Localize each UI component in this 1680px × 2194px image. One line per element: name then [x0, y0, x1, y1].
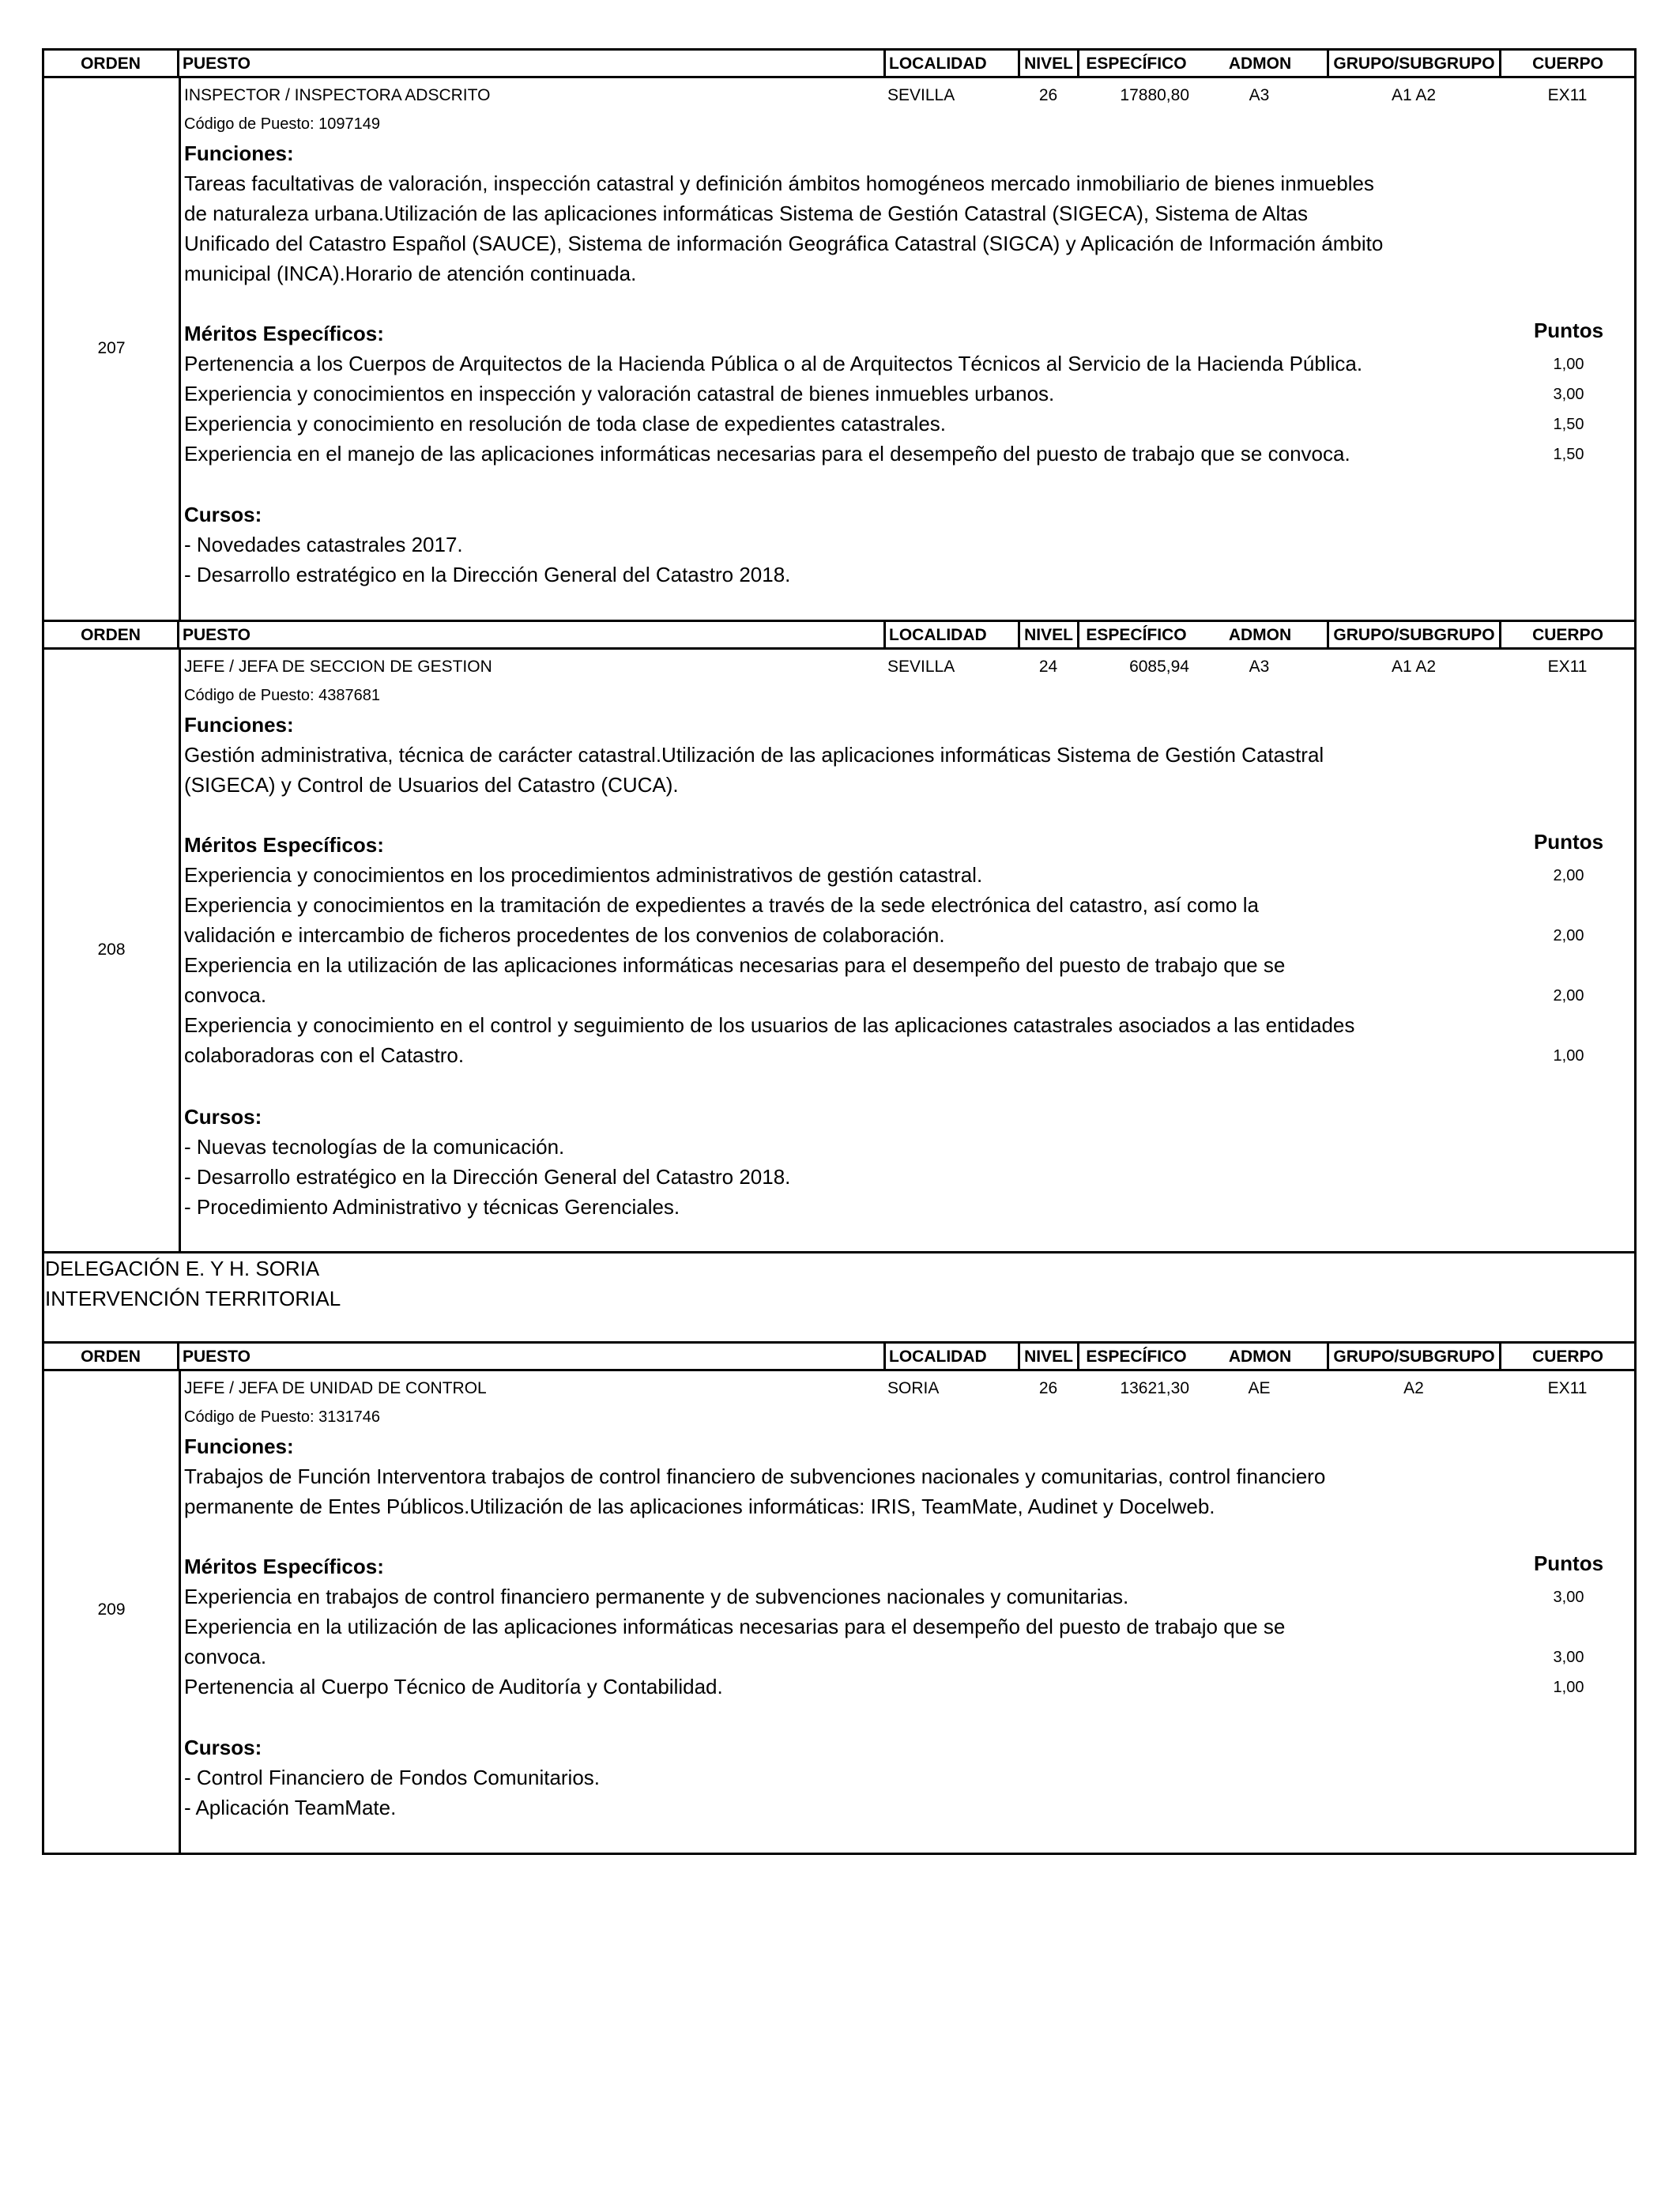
merito-puntos: 1,50: [1553, 446, 1584, 463]
header-especifico: ESPECÍFICO: [1077, 622, 1193, 647]
orden-value: 207: [97, 339, 126, 357]
header-admon: ADMON: [1228, 1348, 1292, 1366]
localidad-value: SEVILLA: [887, 86, 955, 104]
cuerpo-value: EX11: [1547, 86, 1588, 104]
entry-208: [42, 650, 1637, 1253]
merito-line: convoca.: [184, 983, 267, 1007]
delegacion-title: DELEGACIÓN E. Y H. SORIA: [45, 1257, 320, 1280]
merito-puntos: 2,00: [1553, 927, 1584, 944]
cuerpo-value: EX11: [1547, 1379, 1588, 1397]
funciones-line: Trabajos de Función Interventora trabajos de control financiero de subvenciones nacionales y comunitarias, control financiero: [184, 1465, 1326, 1488]
header-puesto: PUESTO: [177, 51, 883, 76]
merito-puntos: 2,00: [1553, 987, 1584, 1005]
puntos-label: Puntos: [1533, 319, 1604, 342]
header-puesto: PUESTO: [177, 1344, 883, 1369]
header-nivel: NIVEL: [1018, 1344, 1077, 1369]
merito-puntos: 2,00: [1553, 867, 1584, 884]
header-admon: ADMON: [1228, 626, 1292, 644]
especifico-value: 6085,94: [1129, 658, 1189, 676]
merito-puntos: 3,00: [1553, 386, 1584, 403]
funciones-line: de naturaleza urbana.Utilización de las aplicaciones informáticas Sistema de Gestión Catastral (SIGECA), Sistema de Altas: [184, 202, 1309, 225]
header-orden: ORDEN: [81, 55, 141, 73]
merito-puntos: 1,00: [1553, 1679, 1584, 1696]
entry-209: [42, 1371, 1637, 1855]
puntos-label: Puntos: [1533, 830, 1604, 854]
left-border: [42, 1251, 44, 1344]
admon-value: AE: [1248, 1379, 1271, 1397]
merito-puntos: 1,00: [1553, 356, 1584, 373]
table-header-row: [42, 620, 1637, 650]
header-cuerpo: CUERPO: [1499, 51, 1634, 76]
grupo-value: A1 A2: [1391, 86, 1437, 104]
column-divider: [179, 1371, 181, 1853]
column-divider: [179, 650, 181, 1253]
meritos-label: Méritos Específicos:: [184, 1555, 384, 1578]
header-especifico: ESPECÍFICO: [1077, 1344, 1193, 1369]
merito-puntos: 3,00: [1553, 1649, 1584, 1666]
merito-line: Experiencia en la utilización de las aplicaciones informáticas necesarias para el desempeño del puesto de trabajo que se: [184, 1615, 1286, 1638]
header-localidad: LOCALIDAD: [883, 622, 1018, 647]
header-cuerpo: CUERPO: [1499, 1344, 1634, 1369]
localidad-value: SORIA: [887, 1379, 940, 1397]
column-divider: [179, 78, 181, 621]
orden-value: 209: [97, 1600, 126, 1619]
admon-value: A3: [1249, 658, 1270, 676]
codigo-puesto: Código de Puesto: 3131746: [184, 1408, 380, 1426]
especifico-value: 17880,80: [1120, 86, 1189, 104]
admon-value: A3: [1249, 86, 1270, 104]
curso-line: - Desarrollo estratégico en la Dirección General del Catastro 2018.: [184, 563, 791, 586]
header-admon: ADMON: [1228, 55, 1292, 73]
cursos-label: Cursos:: [184, 503, 262, 526]
curso-line: - Novedades catastrales 2017.: [184, 533, 463, 556]
merito-line: convoca.: [184, 1645, 267, 1668]
funciones-label: Funciones:: [184, 1434, 294, 1458]
header-grupo: GRUPO/SUBGRUPO: [1327, 1344, 1499, 1369]
meritos-label: Méritos Específicos:: [184, 322, 384, 345]
merito-line: Experiencia y conocimientos en inspección y valoración catastral de bienes inmuebles urbanos.: [184, 382, 1055, 405]
puesto-title: JEFE / JEFA DE UNIDAD DE CONTROL: [184, 1379, 487, 1397]
cuerpo-value: EX11: [1547, 658, 1588, 676]
merito-line: colaboradoras con el Catastro.: [184, 1043, 465, 1067]
curso-line: - Nuevas tecnologías de la comunicación.: [184, 1135, 565, 1159]
orden-value: 208: [97, 941, 126, 959]
header-grupo: GRUPO/SUBGRUPO: [1327, 622, 1499, 647]
merito-line: validación e intercambio de ficheros procedentes de los convenios de colaboración.: [184, 923, 945, 947]
entry-207: [42, 78, 1637, 621]
merito-line: Experiencia en la utilización de las aplicaciones informáticas necesarias para el desempeño del puesto de trabajo que se: [184, 953, 1286, 977]
merito-puntos: 1,00: [1553, 1047, 1584, 1065]
funciones-line: (SIGECA) y Control de Usuarios del Catastro (CUCA).: [184, 773, 679, 797]
codigo-puesto: Código de Puesto: 1097149: [184, 115, 380, 133]
curso-line: - Control Financiero de Fondos Comunitarios.: [184, 1766, 601, 1789]
nivel-value: 26: [1038, 1379, 1058, 1397]
header-especifico: ESPECÍFICO: [1077, 51, 1193, 76]
funciones-label: Funciones:: [184, 713, 294, 737]
merito-puntos: 3,00: [1553, 1589, 1584, 1606]
merito-line: Experiencia y conocimiento en resolución de toda clase de expedientes catastrales.: [184, 412, 947, 435]
curso-line: - Aplicación TeamMate.: [184, 1796, 397, 1819]
header-puesto: PUESTO: [177, 622, 883, 647]
right-border: [1634, 1251, 1637, 1344]
header-cuerpo: CUERPO: [1499, 622, 1634, 647]
header-localidad: LOCALIDAD: [883, 51, 1018, 76]
merito-line: Experiencia y conocimiento en el control y seguimiento de los usuarios de las aplicaciones catastrales asociados a las entidades: [184, 1013, 1355, 1037]
funciones-line: Tareas facultativas de valoración, inspección catastral y definición ámbitos homogéneos mercado inmobiliario de bienes inmuebles: [184, 172, 1374, 195]
funciones-line: permanente de Entes Públicos.Utilización de las aplicaciones informáticas: IRIS, TeamMate, Audinet y Docelweb.: [184, 1495, 1215, 1518]
funciones-line: Gestión administrativa, técnica de carácter catastral.Utilización de las aplicaciones informáticas Sistema de Gestión Catastral: [184, 743, 1324, 767]
especifico-value: 13621,30: [1120, 1379, 1189, 1397]
localidad-value: SEVILLA: [887, 658, 955, 676]
meritos-label: Méritos Específicos:: [184, 833, 384, 857]
merito-line: Experiencia y conocimientos en los procedimientos administrativos de gestión catastral.: [184, 863, 983, 887]
codigo-puesto: Código de Puesto: 4387681: [184, 687, 380, 704]
cursos-label: Cursos:: [184, 1736, 262, 1759]
cursos-label: Cursos:: [184, 1105, 262, 1129]
puntos-label: Puntos: [1533, 1551, 1604, 1575]
grupo-value: A2: [1403, 1379, 1424, 1397]
header-orden: ORDEN: [81, 626, 141, 644]
puesto-title: INSPECTOR / INSPECTORA ADSCRITO: [184, 86, 491, 104]
header-nivel: NIVEL: [1018, 622, 1077, 647]
header-grupo: GRUPO/SUBGRUPO: [1327, 51, 1499, 76]
funciones-line: municipal (INCA).Horario de atención continuada.: [184, 262, 637, 285]
header-localidad: LOCALIDAD: [883, 1344, 1018, 1369]
table-header-row: [42, 48, 1637, 78]
table-header-row: [42, 1341, 1637, 1371]
unidad-title: INTERVENCIÓN TERRITORIAL: [45, 1287, 341, 1310]
funciones-label: Funciones:: [184, 141, 294, 165]
puesto-title: JEFE / JEFA DE SECCION DE GESTION: [184, 658, 492, 676]
merito-puntos: 1,50: [1553, 416, 1584, 433]
curso-line: - Procedimiento Administrativo y técnicas Gerenciales.: [184, 1195, 680, 1219]
grupo-value: A1 A2: [1391, 658, 1437, 676]
nivel-value: 24: [1038, 658, 1058, 676]
merito-line: Pertenencia al Cuerpo Técnico de Auditoría y Contabilidad.: [184, 1675, 723, 1698]
header-orden: ORDEN: [81, 1348, 141, 1366]
merito-line: Experiencia y conocimientos en la tramitación de expedientes a través de la sede electrónica del catastro, así como la: [184, 893, 1259, 917]
merito-line: Experiencia en el manejo de las aplicaciones informáticas necesarias para el desempeño del puesto de trabajo que se convoca.: [184, 442, 1350, 466]
funciones-line: Unificado del Catastro Español (SAUCE), Sistema de información Geográfica Catastral (SIGCA) y Aplicación de Información ámbito: [184, 232, 1384, 255]
nivel-value: 26: [1038, 86, 1058, 104]
merito-line: Experiencia en trabajos de control financiero permanente y de subvenciones nacionales y comunitarias.: [184, 1585, 1129, 1608]
merito-line: Pertenencia a los Cuerpos de Arquitectos de la Hacienda Pública o al de Arquitectos Técnicos al Servicio de la Hacienda Pública.: [184, 352, 1363, 375]
curso-line: - Desarrollo estratégico en la Dirección General del Catastro 2018.: [184, 1165, 791, 1189]
header-nivel: NIVEL: [1018, 51, 1077, 76]
